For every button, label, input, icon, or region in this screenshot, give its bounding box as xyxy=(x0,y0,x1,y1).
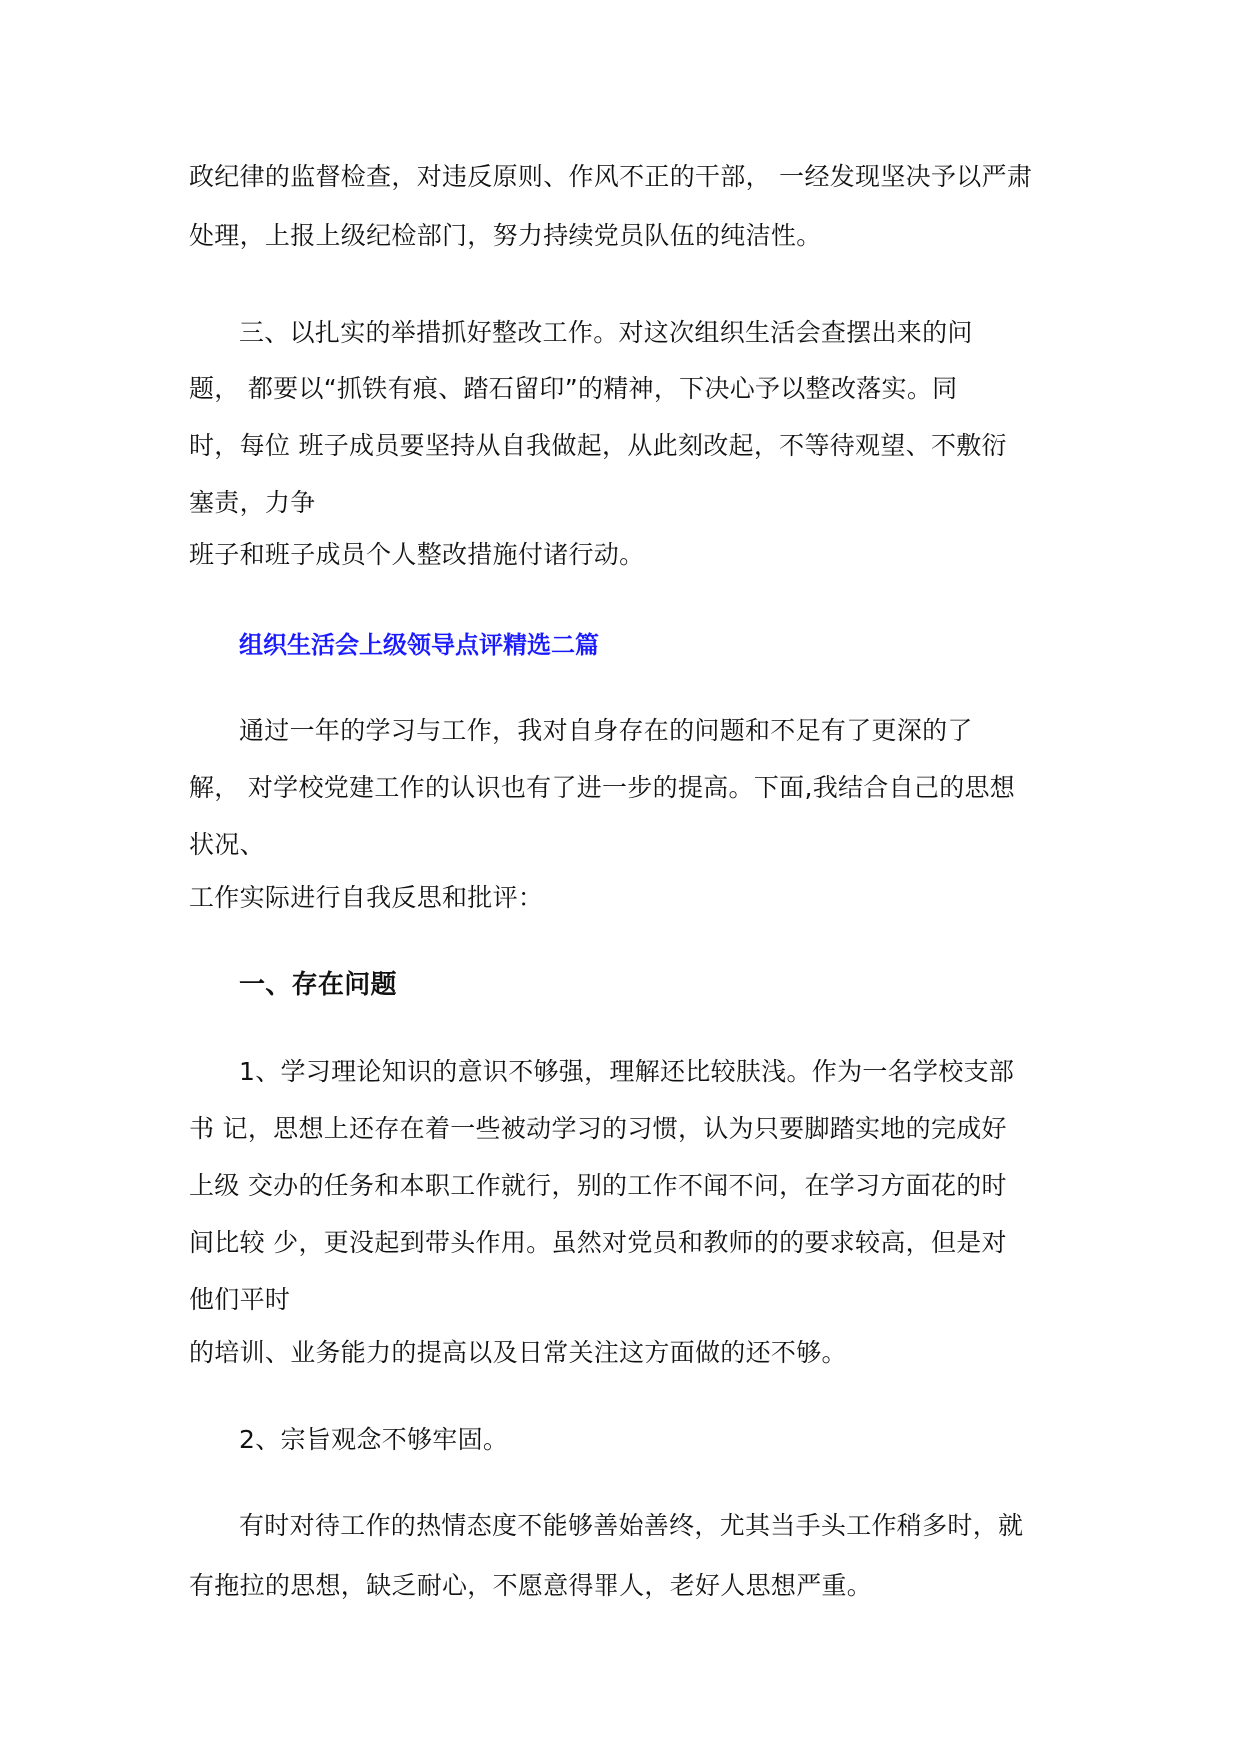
paragraph-line: 解， 对学校党建工作的认识也有了进一步的提高。下面,我结合自己的思想 xyxy=(189,773,1016,802)
section-title-link[interactable]: 组织生活会上级领导点评精选二篇 xyxy=(239,631,599,659)
paragraph-line: 有拖拉的思想，缺乏耐心，不愿意得罪人，老好人思想严重。 xyxy=(189,1571,873,1600)
paragraph-line: 1、学习理论知识的意识不够强，理解还比较肤浅。作为一名学校支部 xyxy=(239,1057,1015,1086)
paragraph-line: 他们平时 xyxy=(189,1285,291,1314)
paragraph-line: 上级 交办的任务和本职工作就行，别的工作不闻不问，在学习方面花的时 xyxy=(189,1171,1007,1200)
paragraph-line: 处理，上报上级纪检部门，努力持续党员队伍的纯洁性。 xyxy=(189,221,822,250)
paragraph-line: 状况、 xyxy=(189,830,265,859)
section-heading: 一、存在问题 xyxy=(239,970,397,1000)
paragraph-line: 有时对待工作的热情态度不能够善始善终，尤其当手头工作稍多时，就 xyxy=(239,1511,1024,1540)
paragraph-line: 三、以扎实的举措抓好整改工作。对这次组织生活会查摆出来的问 xyxy=(239,318,973,347)
paragraph-line: 间比较 少，更没起到带头作用。虽然对党员和教师的的要求较高，但是对 xyxy=(189,1228,1007,1257)
paragraph-line: 题， 都要以“抓铁有痕、踏石留印”的精神，下决心予以整改落实。同 xyxy=(189,374,958,403)
paragraph-line: 班子和班子成员个人整改措施付诸行动。 xyxy=(189,540,645,569)
paragraph-line: 通过一年的学习与工作，我对自身存在的问题和不足有了更深的了 xyxy=(239,716,973,745)
paragraph-line: 书 记，思想上还存在着一些被动学习的习惯，认为只要脚踏实地的完成好 xyxy=(189,1114,1007,1143)
paragraph-line: 工作实际进行自我反思和批评： xyxy=(189,883,544,912)
list-item: 2、宗旨观念不够牢固。 xyxy=(239,1425,509,1454)
paragraph-line: 时，每位 班子成员要坚持从自我做起，从此刻改起，不等待观望、不敷衍 xyxy=(189,431,1007,460)
paragraph-line: 塞责，力争 xyxy=(189,488,316,517)
paragraph-line: 政纪律的监督检查，对违反原则、作风不正的干部， 一经发现坚决予以严肃 xyxy=(189,162,1033,191)
paragraph-line: 的培训、业务能力的提高以及日常关注这方面做的还不够。 xyxy=(189,1338,847,1367)
